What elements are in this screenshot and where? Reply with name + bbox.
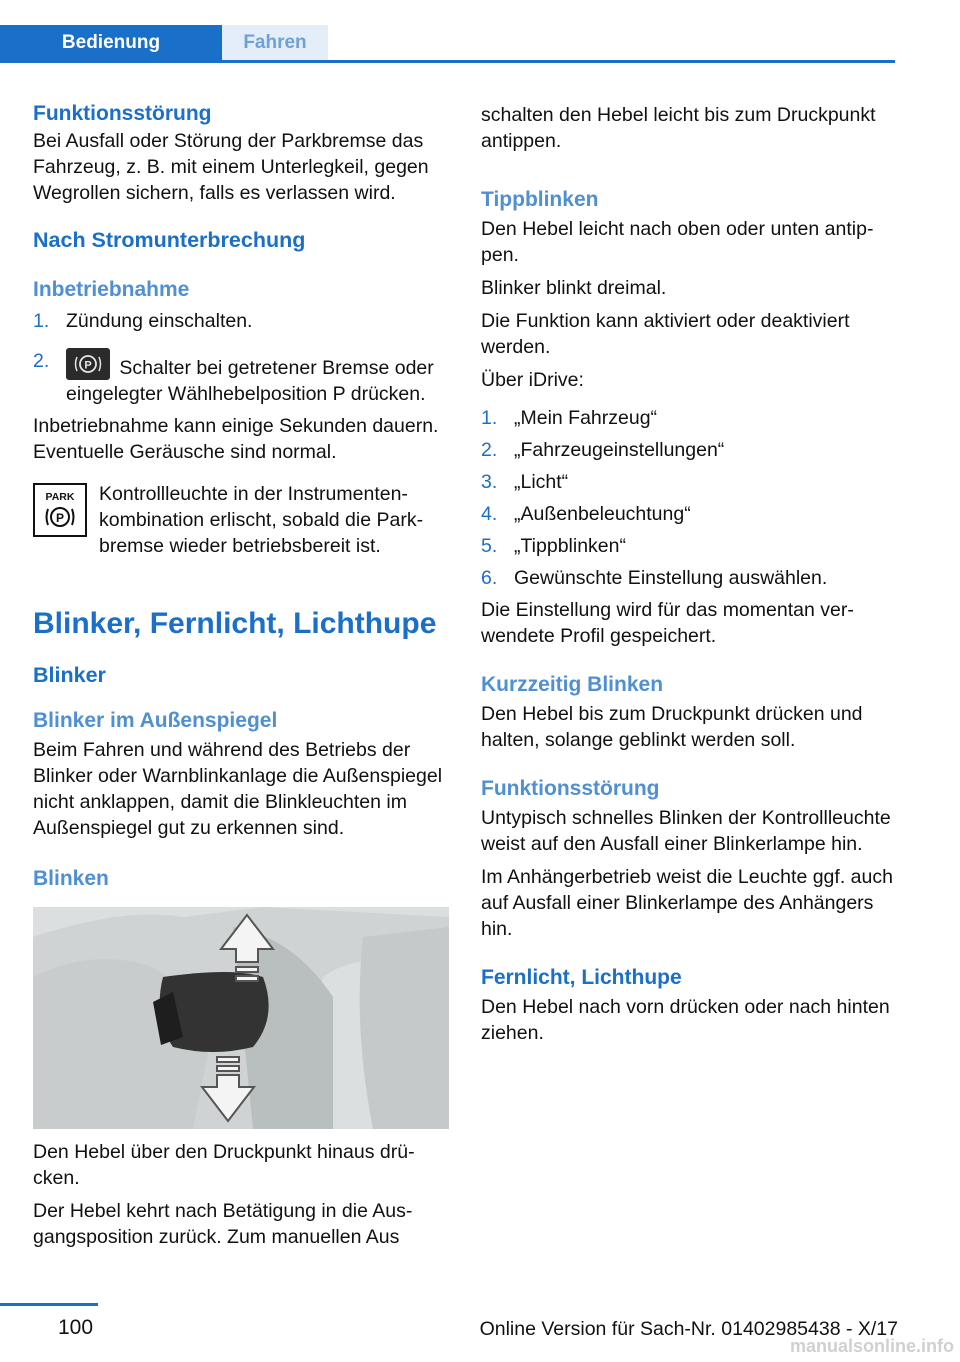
list-item xyxy=(481,501,899,527)
paragraph-funktionsstoerung: Bei Ausfall oder Störung der Parkbremse das Fahrzeug, z. B. mit einem Unterlegkeil, gegen Wegrollen sichern, falls es verlassen wird. xyxy=(33,130,429,204)
paragraph-kurzzeitig: Den Hebel bis zum Druckpunkt drücken und halten, solange geblinkt werden soll. xyxy=(481,703,863,751)
list-item xyxy=(481,437,899,463)
heading-blinker-aussenspiegel: Blinker im Außenspiegel xyxy=(33,709,278,732)
step-text: „Fahrzeugeinstellungen“ xyxy=(514,439,725,461)
step-number: 1. xyxy=(481,407,498,429)
park-indicator-note xyxy=(33,481,449,571)
step-number: 5. xyxy=(481,535,498,557)
paragraph-tippblinken-1: Den Hebel leicht nach oben oder unten antippen. xyxy=(481,218,874,266)
online-version-note: Online Version für Sach-Nr. 01402985438 - X/17 xyxy=(479,1318,898,1340)
step-text: Gewünschte Einstellung auswählen. xyxy=(514,567,828,589)
parking-brake-switch-icon xyxy=(66,348,110,380)
inbetriebnahme-steps xyxy=(33,308,449,407)
heading-kurzzeitig-blinken: Kurzzeitig Blinken xyxy=(481,673,664,696)
paragraph-continued: schalten den Hebel leicht bis zum Druckpunkt antippen. xyxy=(481,104,876,152)
step-text: Zündung einschalten. xyxy=(66,310,253,332)
list-item xyxy=(33,308,449,334)
page-number: 100 xyxy=(58,1316,94,1339)
heading-funktionsstoerung: Funktionsstörung xyxy=(33,102,212,125)
paragraph-tippblinken-3: Die Funktion kann aktiviert oder deaktiviert werden. xyxy=(481,310,850,358)
heading-blinken: Blinken xyxy=(33,867,109,890)
watermark: manualsonline.info xyxy=(789,1336,954,1356)
paragraph-funktionsstoerung-2: Im Anhängerbetrieb weist die Leuchte ggf. auch auf Ausfall einer Blinkerlampe des Anhängers hin. xyxy=(481,866,893,940)
park-warning-icon xyxy=(33,483,87,537)
heading-inbetriebnahme: Inbetriebnahme xyxy=(33,278,190,301)
paragraph-aussenspiegel: Beim Fahren und während des Betriebs der Blinker oder Warnblinkanlage die Außenspiegel nicht anklappen, damit die Blinkleuchten im Außenspiegel gut zu erkennen sind. xyxy=(33,739,443,839)
chapter-tabbar xyxy=(0,25,895,63)
heading-funktionsstoerung-blinker: Funktionsstörung xyxy=(481,777,660,800)
footer-accent-line xyxy=(0,1303,98,1306)
heading-fernlicht-lichthupe: Fernlicht, Lichthupe xyxy=(481,966,682,989)
step-number: 6. xyxy=(481,567,498,589)
right-column xyxy=(481,102,899,1053)
tab-fahren[interactable]: Fahren xyxy=(222,25,328,60)
paragraph-funktionsstoerung-1: Untypisch schnelles Blinken der Kontrollleuchte weist auf den Ausfall einer Blinkerlampe hin. xyxy=(481,807,891,855)
tabbar-underline xyxy=(0,60,895,63)
step-text: „Außenbeleuchtung“ xyxy=(514,503,691,525)
heading-stromunterbrechung: Nach Stromunterbrechung xyxy=(33,228,306,252)
paragraph-inbetriebnahme-dauer: Inbetriebnahme kann einige Sekunden dauern. Eventuelle Geräusche sind normal. xyxy=(33,415,439,463)
heading-tippblinken: Tippblinken xyxy=(481,188,599,211)
park-label: PARK xyxy=(45,491,75,503)
paragraph-kontrollleuchte: Kontrollleuchte in der Instrumentenkombination erlischt, sobald die Parkbremse wieder betriebsbereit ist. xyxy=(99,483,424,557)
svg-text:P: P xyxy=(55,511,65,525)
list-item xyxy=(481,469,899,495)
step-number: 1. xyxy=(33,310,50,332)
heading-blinker-fernlicht-lichthupe: Blinker, Fernlicht, Lichthupe xyxy=(33,607,437,640)
list-item xyxy=(481,405,899,431)
list-item xyxy=(481,565,899,591)
step-text: „Tippblinken“ xyxy=(514,535,626,557)
heading-blinker: Blinker xyxy=(33,663,106,687)
paragraph-hebel-druckpunkt: Den Hebel über den Druckpunkt hinaus drücken. xyxy=(33,1141,415,1189)
list-item xyxy=(33,348,449,407)
step-text: „Licht“ xyxy=(514,471,569,493)
step-text: „Mein Fahrzeug“ xyxy=(514,407,658,429)
paragraph-tippblinken-2: Blinker blinkt dreimal. xyxy=(481,277,667,299)
turn-signal-lever-illustration xyxy=(33,907,449,1129)
svg-text:P: P xyxy=(84,359,92,372)
list-item xyxy=(481,533,899,559)
step-number: 4. xyxy=(481,503,498,525)
idrive-steps xyxy=(481,405,899,591)
step-number: 3. xyxy=(481,471,498,493)
paragraph-idrive: Über iDrive: xyxy=(481,369,584,391)
paragraph-fernlicht: Den Hebel nach vorn drücken oder nach hinten ziehen. xyxy=(481,996,890,1044)
left-column xyxy=(33,100,449,1257)
step-number: 2. xyxy=(481,439,498,461)
step-text: Schalter bei getretener Bremse oder eingelegter Wählhebelposition P drücken. xyxy=(66,357,434,405)
paragraph-hebel-ausgangsposition: Der Hebel kehrt nach Betätigung in die Ausgangsposition zurück. Zum manuellen Aus xyxy=(33,1200,413,1248)
paragraph-profil: Die Einstellung wird für das momentan verwendete Profil gespeichert. xyxy=(481,599,854,647)
tab-bedienung[interactable]: Bedienung xyxy=(0,25,222,60)
step-number: 2. xyxy=(33,350,50,372)
